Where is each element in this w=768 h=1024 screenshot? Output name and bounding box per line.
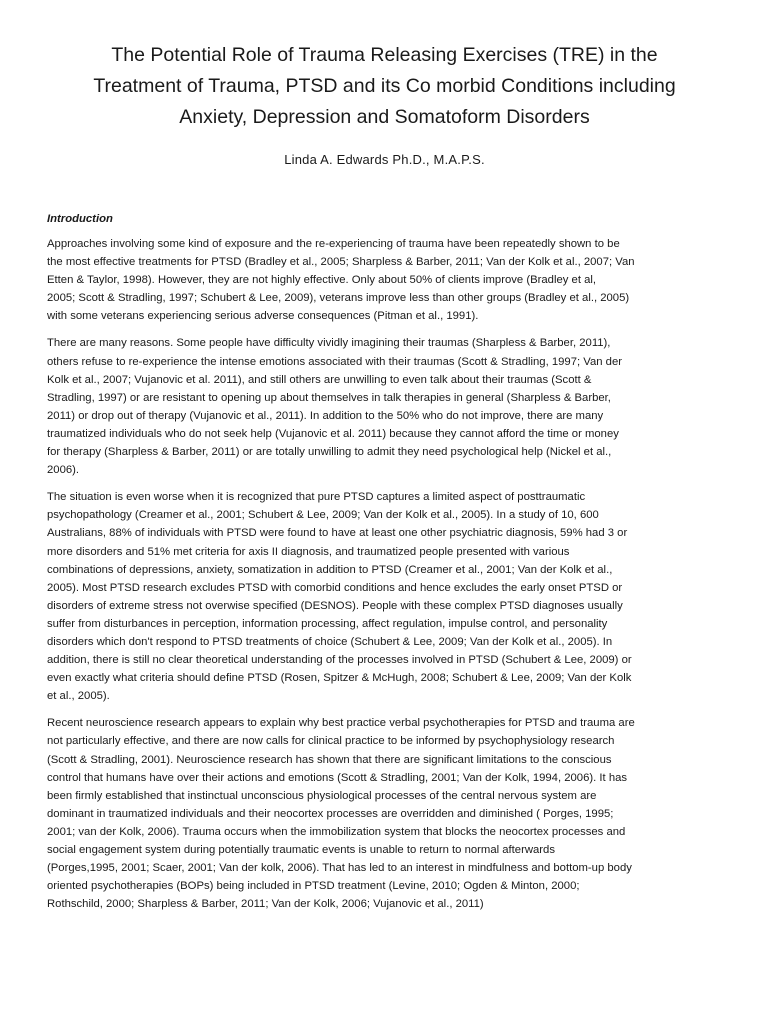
paragraph-line: Australians, 88% of individuals with PTSD were found to have at least one other psychiatric diagnosis, 59% had 3 or [47,527,628,540]
paragraph-line: 2006). [47,464,80,477]
paragraph-line: traumatized individuals who do not seek help (Vujanovic et al. 2011) because they cannot afford the time or money [47,427,619,440]
paragraph-line: The situation is even worse when it is recognized that pure PTSD captures a limited aspect of posttraumatic [47,491,586,504]
paragraph-line: disorders of extreme stress not overwise specified (DESNOS). People with these complex PTSD diagnoses usually [47,599,623,612]
paragraph-line: more disorders and 51% met criteria for axis II diagnosis, and traumatized people presented with various [47,545,570,558]
paragraph-line: with some veterans experiencing serious adverse consequences (Pitman et al., 1991). [47,310,479,323]
paragraph-line: been firmly established that instinctual unconscious physiological processes of the central nervous system are [47,789,597,802]
paragraph-line: addition, there is still no clear theoretical understanding of the processes involved in PTSD (Schubert & Lee, 2009) or [47,654,632,667]
paragraph-line: oriented psychotherapies (BOPs) being included in PTSD treatment (Levine, 2010; Ogden & Minton, 2000; [47,880,580,893]
title-line: Treatment of Trauma, PTSD and its Co morbid Conditions including [93,75,676,97]
paragraph-line: 2005). Most PTSD research excludes PTSD with comorbid conditions and hence excludes the early onset PTSD or [47,581,623,594]
section-heading: Introduction [47,213,113,225]
paragraph-line: Etten & Taylor, 1998). However, they are not highly effective. Only about 50% of clients improve (Bradley et al, [47,274,597,287]
paragraph-4 [47,714,722,913]
paragraph-line: social engagement system during potentially traumatic events is unable to return to normal afterwards [47,844,555,856]
paragraph-line: et al., 2005). [47,690,110,703]
paragraph-line: the most effective treatments for PTSD (Bradley et al., 2005; Sharpless & Barber, 2011; Van der Kolk et al., 2007; Van [47,256,635,269]
paragraph-3 [47,488,722,705]
paragraph-1 [47,235,722,325]
paragraph-line: 2005; Scott & Stradling, 1997; Schubert & Lee, 2009), veterans improve less than other groups (Bradley et al., 2005) [47,292,630,305]
paragraph-line: combinations of depressions, anxiety, somatization in addition to PTSD (Creamer et al., 2001; Van der Kolk et al., [47,563,613,576]
paragraph-line: Approaches involving some kind of exposure and the re-experiencing of trauma have been repeatedly shown to be [47,238,620,250]
paragraph-line: Stradling, 1997) or are resistant to opening up about themselves in talk therapies in general (Sharpless & Barber, [47,391,611,404]
paragraph-line: dominant in traumatized individuals and their neocortex processes are overridden and diminished ( Porges, 1995; [47,807,614,820]
paragraph-line: (Porges,1995, 2001; Scaer, 2001; Van der kolk, 2006). That has led to an interest in mindfulness and bottom-up body [47,862,632,875]
title-line: The Potential Role of Trauma Releasing Exercises (TRE) in the [111,44,658,66]
paragraph-line: control that humans have over their actions and emotions (Scott & Stradling, 2001; Van der Kolk, 1994, 2006). It has [47,771,628,784]
paragraph-line: others refuse to re-experience the intense emotions associated with their traumas (Scott & Stradling, 1997; Van der [47,355,622,368]
paragraph-line: for therapy (Sharpless & Barber, 2011) or are totally unwilling to admit they need psychological help (Nickel et al., [47,446,612,459]
paragraph-line: There are many reasons. Some people have difficulty vividly imagining their traumas (Sharpless & Barber, 2011), [47,337,611,350]
paragraph-line: 2001; van der Kolk, 2006). Trauma occurs when the immobilization system that blocks the neocortex processes and [47,825,626,838]
author-name: Linda A. Edwards Ph.D., M.A.P.S. [284,152,485,167]
paragraph-line: disorders which don't respond to PTSD treatments of choice (Schubert & Lee, 2009; Van der Kolk et al., 2005). In [47,635,613,648]
paragraph-line: psychopathology (Creamer et al., 2001; Schubert & Lee, 2009; Van der Kolk et al., 2005). In a study of 10, 600 [47,509,599,522]
paragraph-line: suffer from disturbances in perception, information processing, affect regulation, impulse control, and personality [47,617,608,630]
paragraph-line: 2011) or drop out of therapy (Vujanovic et al., 2011). In addition to the 50% who do not improve, there are many [47,409,604,422]
paragraph-line: not particularly effective, and there are now calls for clinical practice to be informed by psychophysiology research [47,735,615,748]
paragraph-line: even exactly what criteria should define PTSD (Rosen, Spitzer & McHugh, 2008; Schubert & Lee, 2009; Van der Kolk [47,672,632,685]
paragraph-line: (Scott & Stradling, 2001). Neuroscience research has shown that there are significant limitations to the conscious [47,753,612,766]
document-title [53,40,716,133]
paragraph-2 [47,334,722,479]
paragraph-line: Rothschild, 2000; Sharpless & Barber, 2011; Van der Kolk, 2006; Vujanovic et al., 2011) [47,898,484,911]
paragraph-line: Kolk et al., 2007; Vujanovic et al. 2011), and still others are unwilling to even talk about their traumas (Scott & [47,373,592,386]
title-line: Anxiety, Depression and Somatoform Disorders [179,106,590,128]
paragraph-line: Recent neuroscience research appears to explain why best practice verbal psychotherapies for PTSD and trauma are [47,717,635,730]
